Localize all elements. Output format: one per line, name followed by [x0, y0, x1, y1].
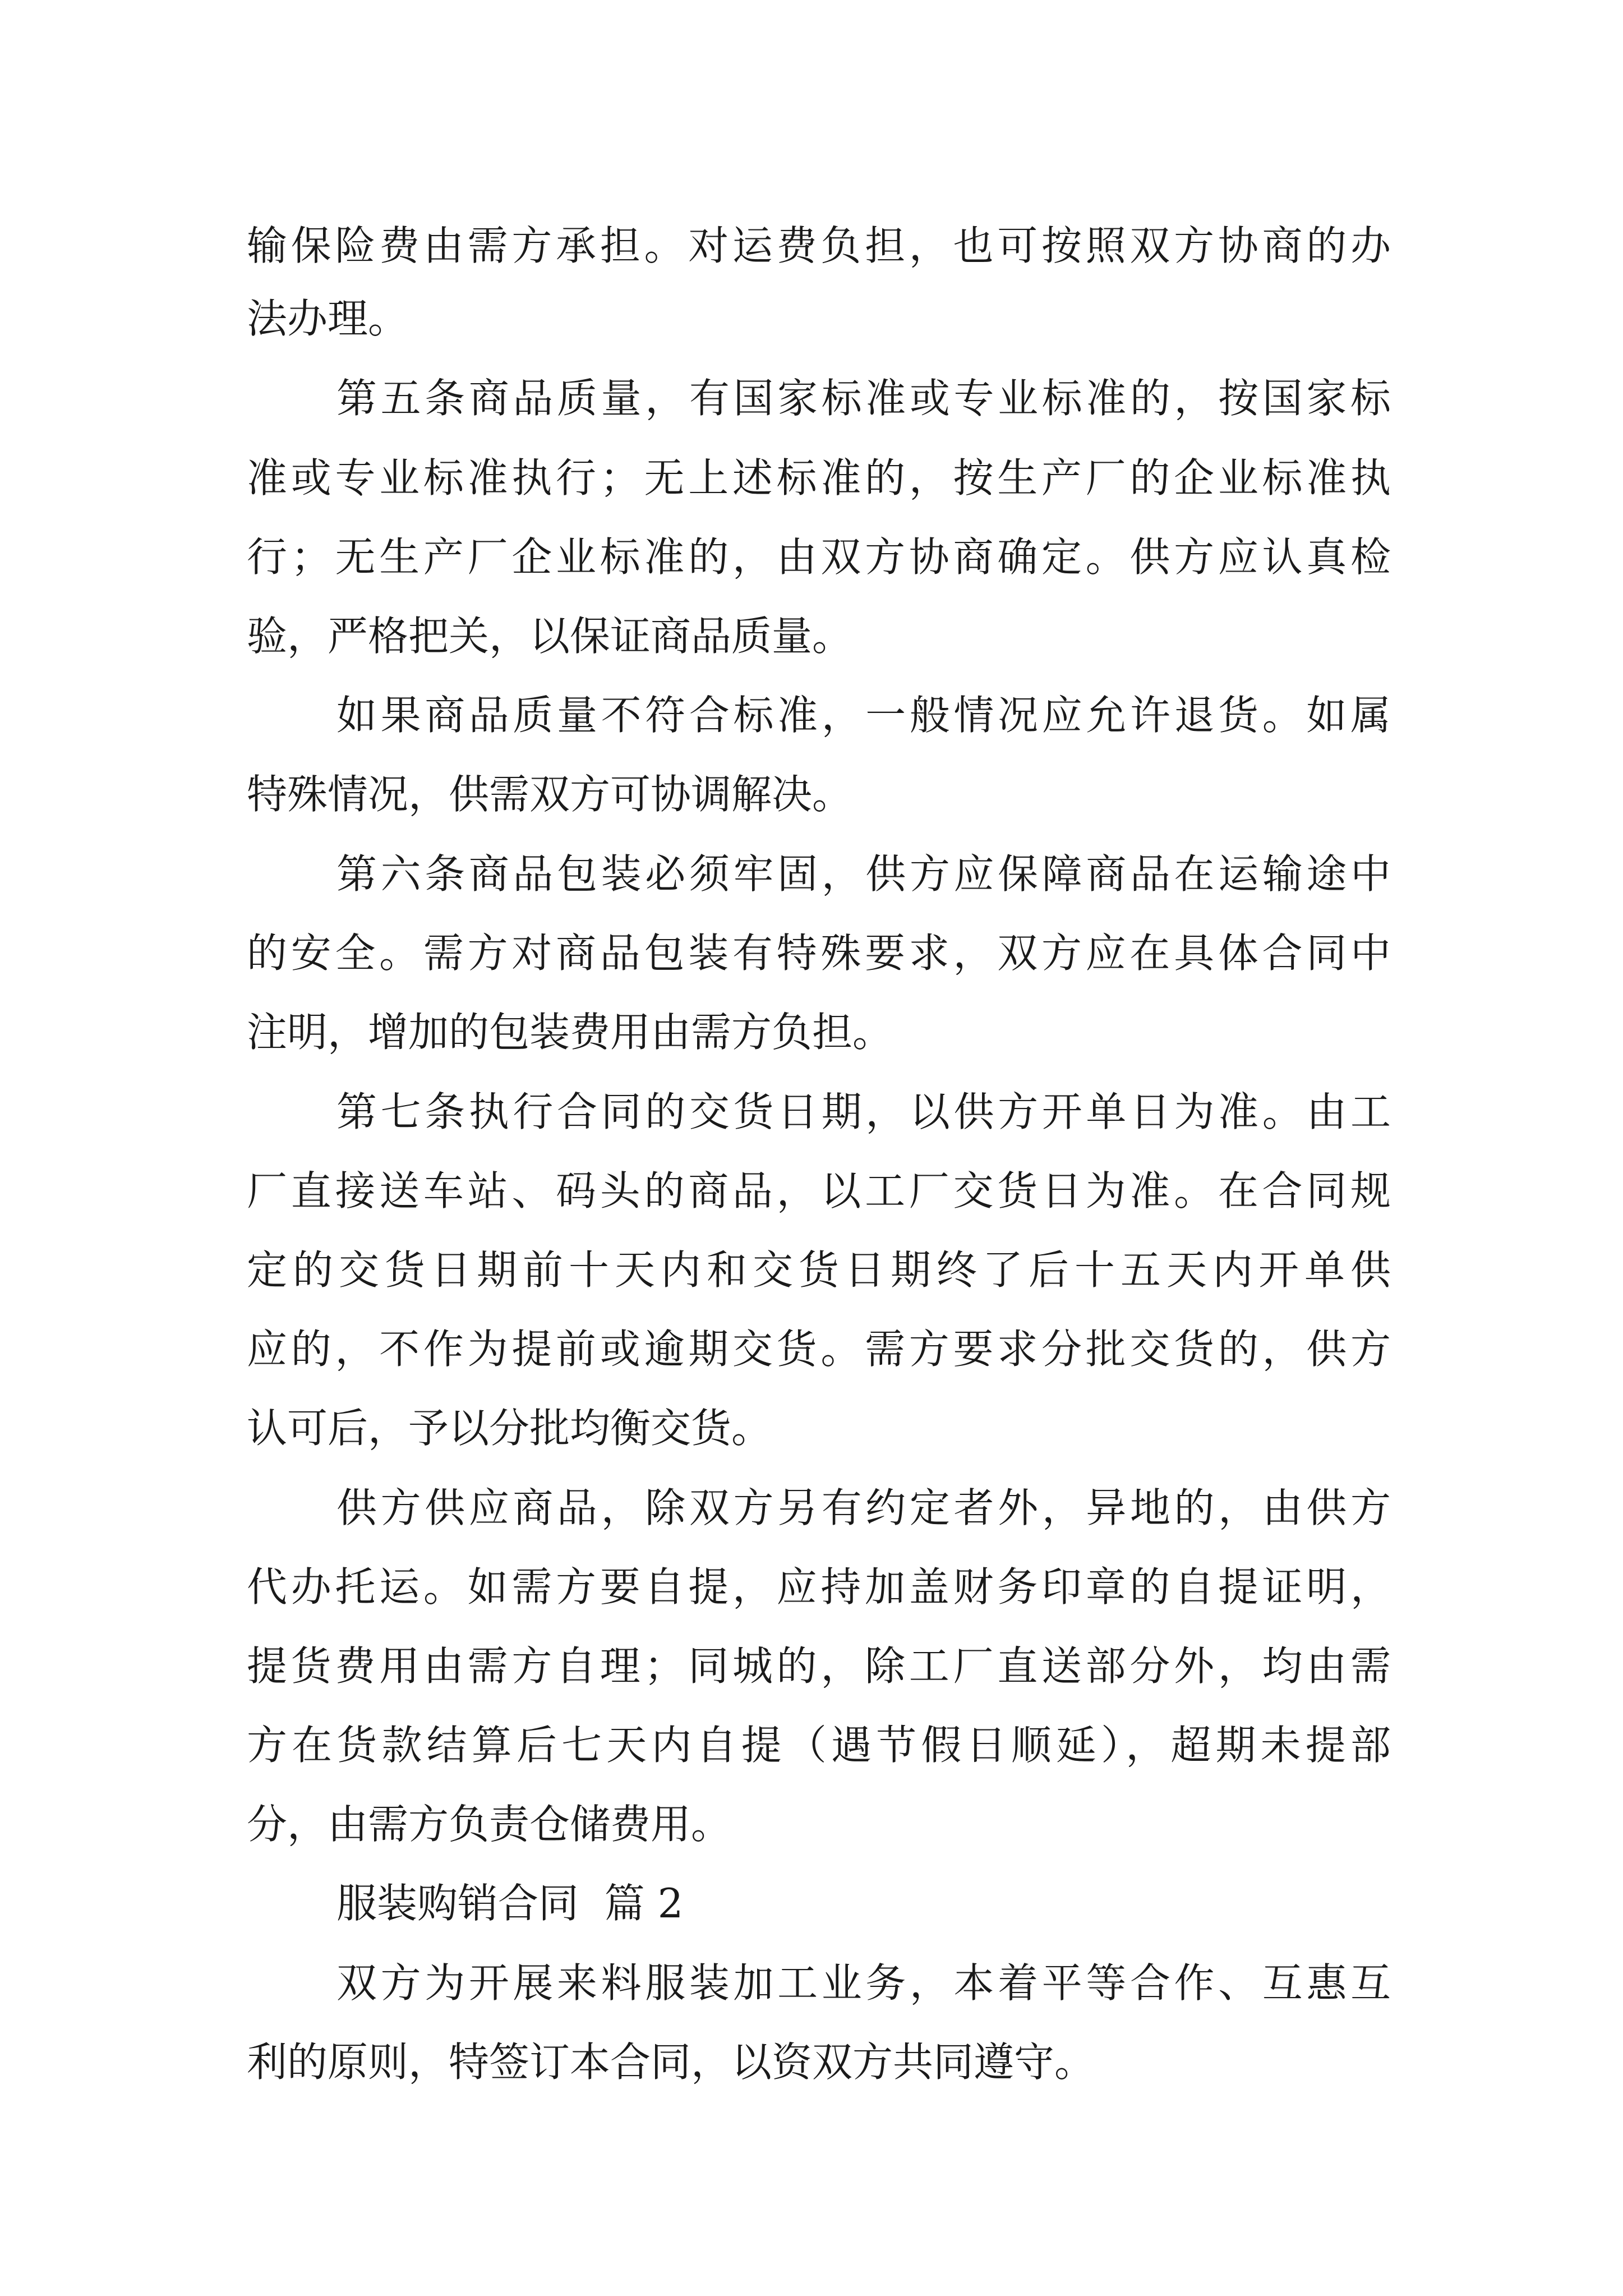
- paragraph-first-line: 第五条商品质量，有国家标准或专业标准的，按国家标: [336, 375, 1391, 422]
- text-line: 输保险费由需方承担。对运费负担，也可按照双方协商的办: [247, 222, 1391, 269]
- text-line: 的安全。需方对商品包装有特殊要求，双方应在具体合同中: [247, 930, 1391, 977]
- paragraph-first-line: 第七条执行合同的交货日期，以供方开单日为准。由工: [336, 1088, 1391, 1135]
- text-line: 认可后，予以分批均衡交货。: [247, 1405, 772, 1452]
- paragraph-first-line: 供方供应商品，除双方另有约定者外，异地的，由供方: [336, 1484, 1391, 1531]
- text-line: 厂直接送车站、码头的商品，以工厂交货日为准。在合同规: [247, 1167, 1391, 1214]
- text-line: 利的原则，特签订本合同，以资双方共同遵守。: [247, 2039, 1095, 2086]
- text-line: 定的交货日期前十天内和交货日期终了后十五天内开单供: [247, 1246, 1391, 1294]
- paragraph-first-line: 第六条商品包装必须牢固，供方应保障商品在运输途中: [336, 850, 1391, 898]
- text-line: 法办理。: [247, 295, 409, 342]
- text-line: 特殊情况，供需双方可协调解决。: [247, 771, 853, 818]
- paragraph-first-line: 如果商品质量不符合标准，一般情况应允许退货。如属: [336, 692, 1391, 739]
- text-line: 方在货款结算后七天内自提（遇节假日顺延），超期未提部: [247, 1722, 1391, 1769]
- text-line: 验，严格把关，以保证商品质量。: [247, 613, 853, 660]
- text-line: 应的，不作为提前或逾期交货。需方要求分批交货的，供方: [247, 1326, 1391, 1373]
- text-line: 行；无生产厂企业标准的，由双方协商确定。供方应认真检: [247, 533, 1391, 581]
- text-line: 注明，增加的包装费用由需方负担。: [247, 1009, 893, 1056]
- paragraph-first-line: 双方为开展来料服装加工业务，本着平等合作、互惠互: [336, 1959, 1391, 2007]
- text-line: 分，由需方负责仓储费用。: [247, 1801, 732, 1848]
- text-line: 代办托运。如需方要自提，应持加盖财务印章的自提证明，: [247, 1563, 1391, 1611]
- text-line: 准或专业标准执行；无上述标准的，按生产厂的企业标准执: [247, 454, 1391, 501]
- text-line: 提货费用由需方自理；同城的，除工厂直送部分外，均由需: [247, 1642, 1391, 1690]
- section-heading: 服装购销合同 篇 2: [336, 1880, 684, 1927]
